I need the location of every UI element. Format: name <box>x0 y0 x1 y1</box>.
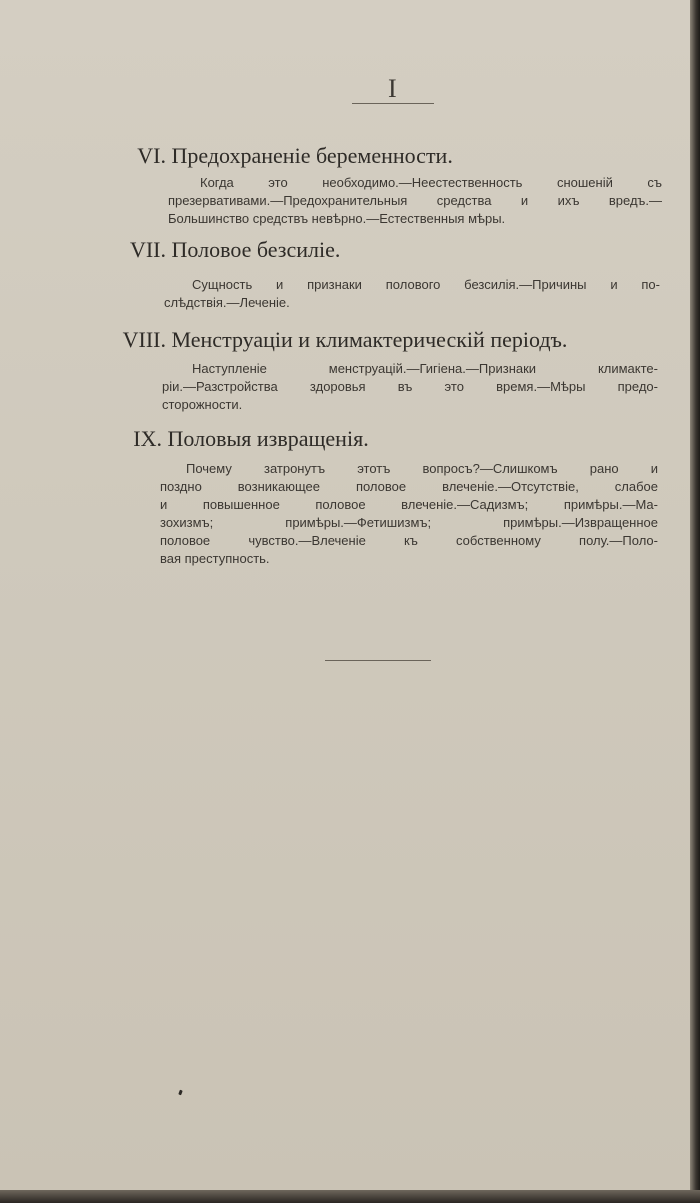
section-number: VI. <box>137 143 166 168</box>
page-edge-shadow <box>690 0 700 1203</box>
section-body-viii <box>162 360 658 414</box>
body-line: Почему затронутъ этотъ вопросъ?—Слишкомъ рано и <box>186 461 658 476</box>
section-title: Половыя извращенія. <box>167 426 369 451</box>
body-line: ріи.—Разстройства здоровья въ это время.—Мѣры предо- <box>162 379 658 394</box>
body-line: презервативами.—Предохранительныя средства и ихъ вредъ.— <box>168 193 662 208</box>
body-line: Большинство средствъ невѣрно.—Естественныя мѣры. <box>168 211 506 226</box>
section-number: IX. <box>133 426 162 451</box>
section-number: VIII. <box>122 327 166 352</box>
section-heading-vii <box>114 237 340 263</box>
body-line: вая преступность. <box>160 551 270 566</box>
body-line: Сущность и признаки полового безсилія.—Причины и по- <box>192 277 660 292</box>
section-title: Менструаціи и климактерическій періодъ. <box>171 327 568 352</box>
section-title: Предохраненіе беременности. <box>171 143 453 168</box>
body-line: Когда это необходимо.—Неестественность сношеній съ <box>200 175 662 190</box>
body-line: и повышенное половое влеченіе.—Садизмъ; примѣры.—Ма- <box>160 497 658 512</box>
section-heading-viii <box>110 327 567 353</box>
section-title: Половое безсиліе. <box>171 237 341 262</box>
body-line: поздно возникающее половое влеченіе.—Отсутствіе, слабое <box>160 479 658 494</box>
body-line: половое чувство.—Влеченіе къ собственному полу.—Поло- <box>160 533 658 548</box>
header-rule <box>352 103 434 104</box>
section-number: VII. <box>129 237 166 262</box>
closing-rule <box>325 660 431 661</box>
section-heading-ix <box>114 426 369 452</box>
bottom-edge-shadow <box>0 1190 700 1203</box>
section-body-vi <box>168 174 662 228</box>
section-heading-vi <box>118 143 453 169</box>
body-line: слѣдствія.—Леченіе. <box>164 295 290 310</box>
section-body-vii <box>164 276 660 312</box>
body-line: зохизмъ; примѣры.—Фетишизмъ; примѣры.—Извращенное <box>160 515 658 530</box>
section-body-ix <box>160 460 658 568</box>
body-line: Наступленіе менструацій.—Гигіена.—Признаки климакте- <box>192 361 658 376</box>
body-line: сторожности. <box>162 397 243 412</box>
ink-speck <box>178 1090 183 1096</box>
page-number: I <box>388 74 397 103</box>
